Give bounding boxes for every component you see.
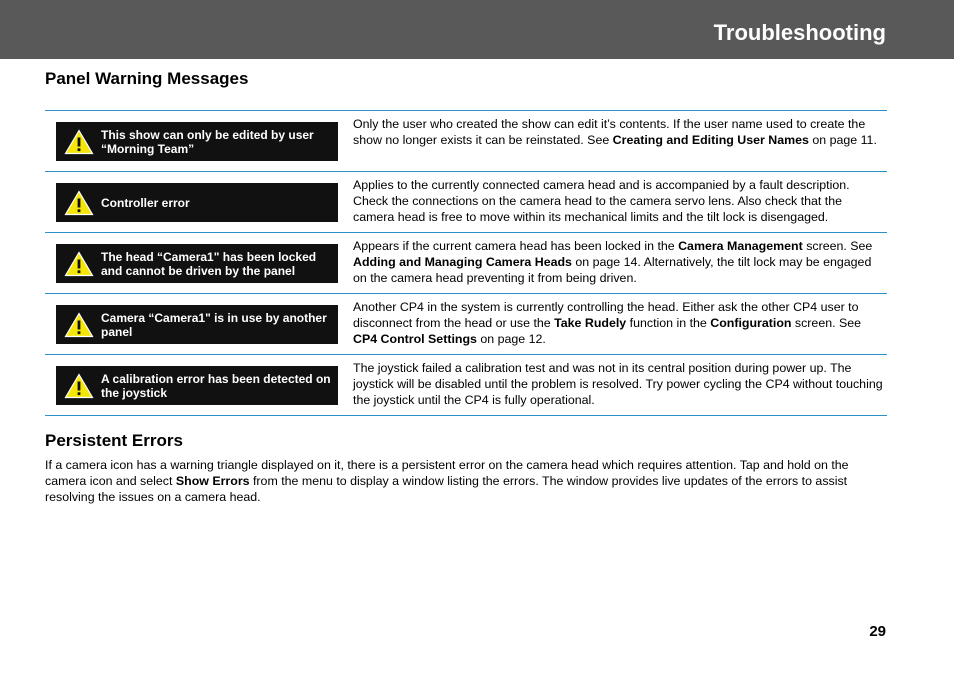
table-row [45,111,887,172]
bold-reference: Creating and Editing User Names [612,133,809,147]
warning-description: Only the user who created the show can edit it’s contents. If the user name used to create the show no longer exists it can be reinstated. See Creating and Editing User Names on page 11. [353,117,877,147]
bold-reference: Configuration [710,316,792,330]
bold-reference: Take Rudely [554,316,627,330]
section-heading-persistent-errors: Persistent Errors [45,431,183,450]
warning-triangle-icon [64,190,94,216]
table-row [45,355,887,416]
warning-messages-table [45,110,887,416]
page-header [0,0,954,59]
warning-description: Appears if the current camera head has been locked in the Camera Management screen. See Adding and Managing Camera Heads on page 14. Alternatively, the tilt lock may be engaged on the camera head preventing it from being driven. [353,239,873,285]
warning-triangle-icon [64,373,94,399]
warning-message-box [56,183,338,222]
bold-reference: Camera Management [678,239,803,253]
warning-triangle-icon [64,312,94,338]
warning-message-box [56,122,338,161]
page-number: 29 [869,623,886,640]
bold-reference: Show Errors [175,474,250,488]
table-row [45,294,887,355]
warning-message-text: Controller error [101,195,190,210]
warning-message-box [56,305,338,344]
persistent-errors-paragraph: If a camera icon has a warning triangle displayed on it, there is a persistent error on the camera head which requires attention. Tap and hold on the camera icon and select Show Errors from the menu to display a window listing the errors. The window provides live updates of the errors to assist resolving the issues on a camera head. [45,458,849,504]
section-heading-panel-warning: Panel Warning Messages [45,69,249,88]
warning-message-text: The head “Camera1" has been locked and cannot be driven by the panel [101,249,317,278]
warning-message-text: Camera “Camera1" is in use by another panel [101,310,327,339]
page-title: Troubleshooting [713,20,886,45]
warning-message-text: This show can only be edited by user “Morning Team” [101,127,314,156]
bold-reference: CP4 Control Settings [353,332,477,346]
table-row [45,233,887,294]
warning-message-box [56,366,338,405]
warning-description: The joystick failed a calibration test and was not in its central position during power up. The joystick will be disabled until the problem is resolved. Try power cycling the CP4 without touching the joystick until the CP4 is fully operational. [353,361,883,407]
warning-triangle-icon [64,129,94,155]
warning-message-text: A calibration error has been detected on the joystick [101,371,331,400]
bold-reference: Adding and Managing Camera Heads [353,255,572,269]
table-row [45,172,887,233]
warning-description: Applies to the currently connected camera head and is accompanied by a fault description. Check the connections on the camera head to the camera servo lens. Also check that the camera head is free to move within its mechanical limits and the tilt lock is disengaged. [353,178,850,224]
warning-triangle-icon [64,251,94,277]
warning-description: Another CP4 in the system is currently controlling the head. Either ask the other CP4 user to disconnect from the head or use the Take Rudely function in the Configuration screen. See CP4 Control Settings on page 12. [353,300,862,346]
warning-message-box [56,244,338,283]
